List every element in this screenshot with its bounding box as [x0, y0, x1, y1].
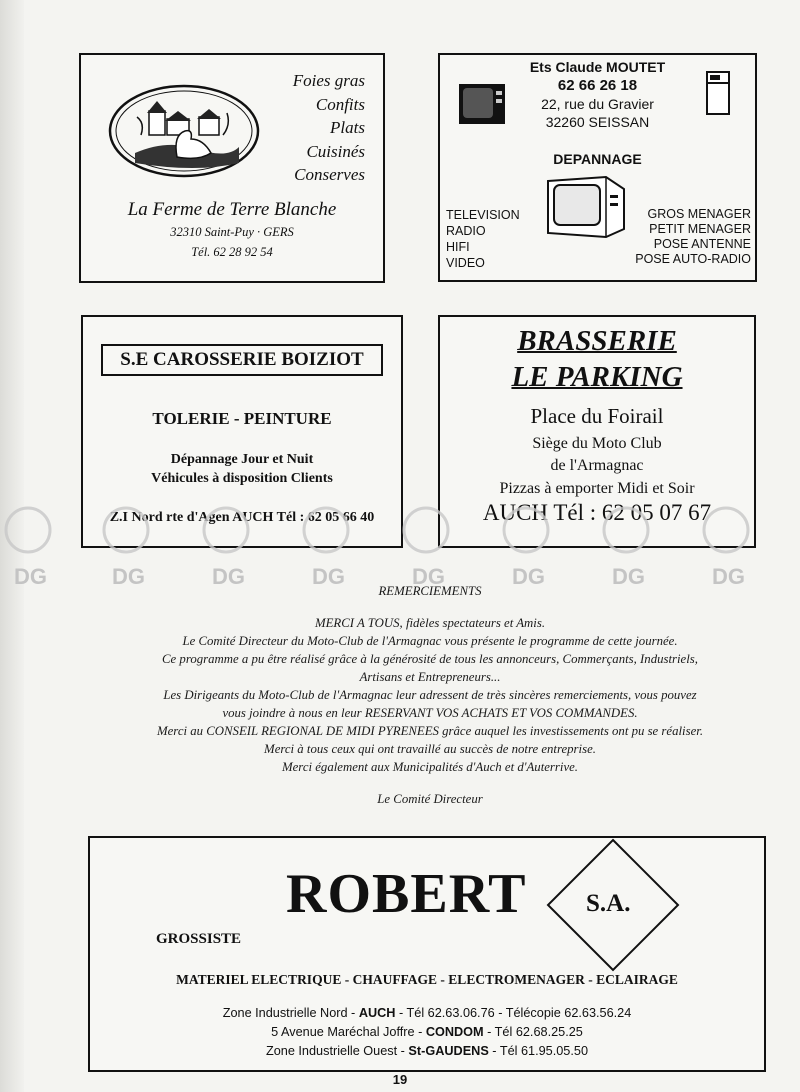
- service-item: TELEVISION: [446, 208, 520, 222]
- service-list-right: [635, 207, 751, 267]
- business-city: 32260 SEISSAN: [545, 114, 650, 130]
- branch-address: [90, 1006, 764, 1020]
- branch-address: [90, 1044, 764, 1058]
- thanks-line: MERCI A TOUS, fidèles spectateurs et Amis.: [314, 616, 546, 630]
- service-item: POSE AUTO-RADIO: [635, 252, 751, 266]
- thanks-line: Le Comité Directeur du Moto-Club de l'Armagnac vous présente le programme de cette journée.: [182, 634, 678, 648]
- ad-ferme-terre-blanche: [79, 53, 385, 283]
- branch-address: [90, 1025, 764, 1039]
- business-street: 22, rue du Gravier: [541, 96, 654, 112]
- service-item: RADIO: [446, 224, 486, 238]
- farm-logo-icon: [107, 83, 261, 179]
- svg-text:DG: DG: [112, 564, 145, 589]
- svg-text:DG: DG: [712, 564, 745, 589]
- branch-zone: 5 Avenue Maréchal Joffre -: [271, 1025, 426, 1039]
- ad-brasserie-le-parking: [438, 315, 756, 548]
- food-info: Pizzas à emporter Midi et Soir: [499, 480, 695, 497]
- thanks-signature: Le Comité Directeur: [377, 792, 483, 806]
- ad-robert-sa: [88, 836, 766, 1072]
- svg-text:DG: DG: [512, 564, 545, 589]
- service-list-left: [446, 207, 520, 271]
- thanks-line: Merci également aux Municipalités d'Auch et d'Auterrive.: [281, 760, 579, 774]
- thanks-line: Merci à tous ceux qui ont travaillé au succès de notre entreprise.: [264, 742, 596, 756]
- business-phone: Tél. 62 28 92 54: [191, 245, 273, 259]
- thanks-title: REMERCIEMENTS: [378, 584, 482, 598]
- branch-phone: - Tél 62.68.25.25: [483, 1025, 583, 1039]
- business-name-line-2: LE PARKING: [511, 361, 683, 393]
- company-suffix: S.A.: [586, 890, 631, 917]
- product-item: Conserves: [294, 165, 365, 184]
- thanks-line: Merci au CONSEIL REGIONAL DE MIDI PYRENEES grâce auquel les investissements ont pu se réaliser.: [156, 724, 704, 738]
- club-info: de l'Armagnac: [550, 457, 644, 474]
- branch-city: CONDOM: [425, 1025, 484, 1039]
- business-phone: AUCH Tél : 62 05 07 67: [482, 500, 712, 525]
- service-item: GROS MENAGER: [647, 207, 751, 221]
- product-line: MATERIEL ELECTRIQUE - CHAUFFAGE - ELECTROMENAGER - ECLAIRAGE: [176, 972, 678, 987]
- svg-text:DG: DG: [312, 564, 345, 589]
- branch-zone: Zone Industrielle Nord -: [222, 1006, 359, 1020]
- product-item: Foies gras: [292, 71, 365, 90]
- svg-text:DG: DG: [612, 564, 645, 589]
- business-phone: 62 66 26 18: [557, 77, 638, 94]
- business-name: La Ferme de Terre Blanche: [127, 199, 337, 220]
- page-number: 19: [392, 1072, 408, 1087]
- crt-television-icon: [544, 175, 628, 241]
- service-line: Véhicules à disposition Clients: [151, 471, 333, 486]
- business-name: BRASSERIE: [517, 325, 677, 357]
- branch-phone: - Tél 62.63.06.76 - Télécopie 62.63.56.24: [395, 1006, 632, 1020]
- branch-phone: - Tél 61.95.05.50: [488, 1044, 589, 1058]
- service-item: POSE ANTENNE: [653, 237, 751, 251]
- branch-city: St-GAUDENS: [408, 1044, 489, 1058]
- business-name: Ets Claude MOUTET: [529, 59, 666, 75]
- branch-zone: Zone Industrielle Ouest -: [265, 1044, 409, 1058]
- product-item: Plats: [330, 118, 365, 137]
- club-info: Siège du Moto Club: [532, 435, 662, 452]
- product-list: [293, 69, 365, 187]
- svg-text:DG: DG: [412, 564, 445, 589]
- branch-city: AUCH: [358, 1006, 396, 1020]
- service-heading: DEPANNAGE: [553, 151, 642, 167]
- trade-heading: TOLERIE - PEINTURE: [152, 409, 332, 428]
- svg-text:DG: DG: [14, 564, 47, 589]
- product-item: Confits: [315, 94, 365, 114]
- thanks-line: vous joindre à nous en leur RESERVANT VOS ACHATS ET VOS COMMANDES.: [222, 706, 638, 720]
- service-item: VIDEO: [446, 256, 485, 270]
- business-name: ROBERT: [286, 863, 527, 925]
- service-item: PETIT MENAGER: [649, 222, 751, 236]
- service-item: HIFI: [446, 240, 470, 254]
- business-location: Place du Foirail: [530, 404, 664, 428]
- thanks-line: Les Dirigeants du Moto-Club de l'Armagnac leur adressent de très sincères remerciements, vous pouvez: [163, 688, 697, 702]
- service-line: Dépannage Jour et Nuit: [170, 452, 314, 467]
- ad-carosserie-boiziot: [81, 315, 403, 548]
- business-address: 32310 Saint-Puy · GERS: [170, 225, 294, 239]
- business-address: Z.I Nord rte d'Agen AUCH Tél : 62 05 66 40: [109, 510, 375, 525]
- ad-moutet: [438, 53, 757, 282]
- thanks-line: Artisans et Entrepreneurs...: [359, 670, 501, 684]
- thanks-line: Ce programme a pu être réalisé grâce à la générosité de tous les annonceurs, Commerçants, Industriels,: [162, 652, 698, 666]
- product-item: Cuisinés: [306, 141, 365, 161]
- business-name: S.E CAROSSERIE BOIZIOT: [101, 344, 383, 376]
- svg-text:DG: DG: [212, 564, 245, 589]
- business-type: GROSSISTE: [156, 931, 242, 947]
- page-binding-edge: [0, 0, 24, 1092]
